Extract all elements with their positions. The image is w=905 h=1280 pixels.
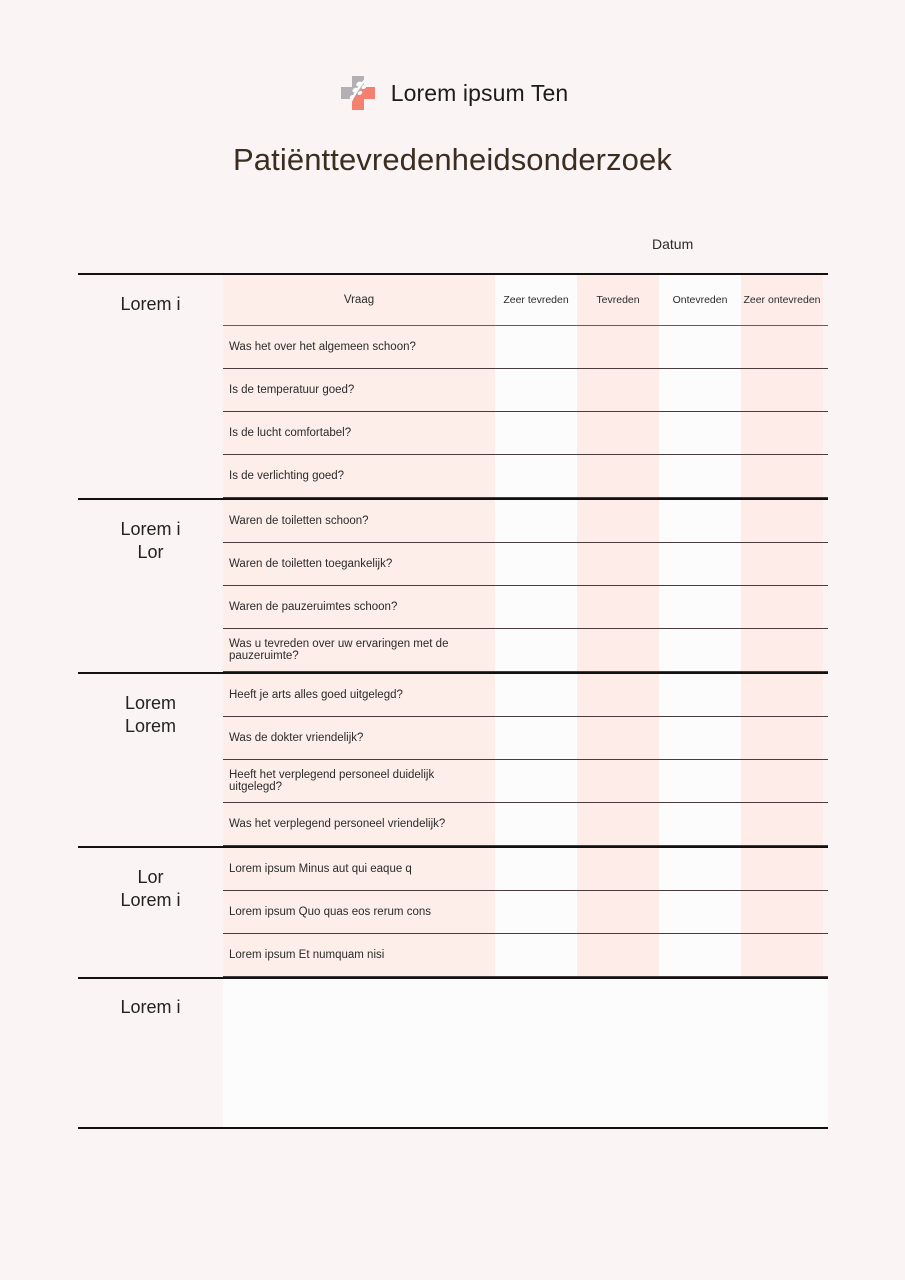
question-text: Lorem ipsum Minus aut qui eaque q [223, 848, 495, 890]
answer-checkbox-cell[interactable] [495, 455, 577, 497]
answer-checkbox-cell[interactable] [495, 500, 577, 542]
answer-checkbox-cell[interactable] [495, 412, 577, 454]
page-title: Patiënttevredenheidsonderzoek [233, 142, 672, 177]
answer-checkbox-cell[interactable] [741, 803, 823, 845]
column-header-question: Vraag [223, 275, 495, 325]
table-row [223, 412, 828, 455]
answer-checkbox-cell[interactable] [495, 803, 577, 845]
answer-checkbox-cell[interactable] [659, 586, 741, 628]
answer-checkbox-cell[interactable] [577, 891, 659, 933]
table-row [223, 717, 828, 760]
answer-checkbox-cell[interactable] [659, 674, 741, 716]
table-row [223, 586, 828, 629]
question-text: Was het over het algemeen schoon? [223, 326, 495, 368]
survey-section [78, 848, 828, 977]
answer-checkbox-cell[interactable] [741, 586, 823, 628]
question-text: Is de verlichting goed? [223, 455, 495, 497]
question-text: Lorem ipsum Et numquam nisi [223, 934, 495, 976]
section-label [78, 275, 223, 316]
section-label-line: Lorem [124, 693, 177, 713]
table-row [223, 369, 828, 412]
section-rows [223, 275, 828, 498]
table-row [223, 803, 828, 846]
section-divider [78, 1127, 828, 1129]
table-row [223, 543, 828, 586]
answer-checkbox-cell[interactable] [495, 326, 577, 368]
survey-section [78, 500, 828, 672]
answer-checkbox-cell[interactable] [577, 803, 659, 845]
question-text: Waren de toiletten toegankelijk? [223, 543, 495, 585]
section-label-line: Lorem i [120, 294, 181, 314]
answer-checkbox-cell[interactable] [495, 760, 577, 802]
table-row [223, 848, 828, 891]
section-rows [223, 848, 828, 977]
date-label: Datum [652, 236, 694, 252]
date-row [0, 236, 905, 258]
answer-checkbox-cell[interactable] [495, 891, 577, 933]
section-label [78, 674, 223, 738]
column-header-answer: Zeer tevreden [495, 275, 577, 325]
table-row [223, 674, 828, 717]
answer-checkbox-cell[interactable] [659, 543, 741, 585]
answer-checkbox-cell[interactable] [577, 543, 659, 585]
answer-checkbox-cell[interactable] [495, 369, 577, 411]
answer-checkbox-cell[interactable] [659, 455, 741, 497]
answer-checkbox-cell[interactable] [741, 412, 823, 454]
section-rows [223, 500, 828, 672]
table-row [223, 629, 828, 672]
question-text: Lorem ipsum Quo quas eos rerum cons [223, 891, 495, 933]
section-label-line: Lorem i [120, 519, 181, 539]
answer-checkbox-cell[interactable] [577, 717, 659, 759]
table-row [223, 760, 828, 803]
answer-checkbox-cell[interactable] [741, 543, 823, 585]
column-header-answer: Ontevreden [659, 275, 741, 325]
answer-checkbox-cell[interactable] [741, 674, 823, 716]
answer-checkbox-cell[interactable] [495, 543, 577, 585]
question-text: Was u tevreden over uw ervaringen met de pauzeruimte? [223, 629, 495, 671]
comments-label: Lorem i [120, 997, 181, 1017]
answer-checkbox-cell[interactable] [659, 934, 741, 976]
answer-checkbox-cell[interactable] [495, 629, 577, 671]
answer-checkbox-cell[interactable] [577, 674, 659, 716]
answer-checkbox-cell[interactable] [495, 717, 577, 759]
answer-checkbox-cell[interactable] [659, 369, 741, 411]
answer-checkbox-cell[interactable] [659, 717, 741, 759]
comments-input[interactable] [223, 979, 828, 1127]
question-text: Is de temperatuur goed? [223, 369, 495, 411]
answer-checkbox-cell[interactable] [659, 629, 741, 671]
answer-checkbox-cell[interactable] [495, 934, 577, 976]
answer-checkbox-cell[interactable] [577, 586, 659, 628]
answer-checkbox-cell[interactable] [577, 500, 659, 542]
question-text: Was de dokter vriendelijk? [223, 717, 495, 759]
column-header-answer: Tevreden [577, 275, 659, 325]
question-text: Heeft het verplegend personeel duidelijk uitgelegd? [223, 760, 495, 802]
medical-cross-leaf-logo-icon [337, 72, 379, 114]
brand-name: Lorem ipsum Ten [390, 79, 569, 106]
answer-checkbox-cell[interactable] [741, 369, 823, 411]
answer-checkbox-cell[interactable] [577, 848, 659, 890]
answer-checkbox-cell[interactable] [577, 629, 659, 671]
answer-checkbox-cell[interactable] [741, 934, 823, 976]
answer-checkbox-cell[interactable] [495, 674, 577, 716]
table-row [223, 326, 828, 369]
answer-checkbox-cell[interactable] [659, 500, 741, 542]
answer-checkbox-cell[interactable] [577, 369, 659, 411]
table-row [223, 934, 828, 977]
survey-section [78, 275, 828, 498]
column-header-answer: Zeer ontevreden [741, 275, 823, 325]
question-text: Waren de pauzeruimtes schoon? [223, 586, 495, 628]
section-label-line: Lorem [124, 716, 177, 737]
section-label-line: Lor [137, 542, 164, 563]
answer-checkbox-cell[interactable] [659, 803, 741, 845]
answer-checkbox-cell[interactable] [577, 326, 659, 368]
answer-checkbox-cell[interactable] [741, 848, 823, 890]
answer-checkbox-cell[interactable] [741, 455, 823, 497]
answer-checkbox-cell[interactable] [659, 326, 741, 368]
answer-checkbox-cell[interactable] [741, 629, 823, 671]
comments-section [78, 979, 828, 1127]
question-text: Is de lucht comfortabel? [223, 412, 495, 454]
answer-checkbox-cell[interactable] [741, 500, 823, 542]
answer-checkbox-cell[interactable] [659, 412, 741, 454]
section-label [78, 500, 223, 564]
brand-header [0, 0, 905, 114]
section-label-line: Lorem i [120, 890, 181, 911]
answer-checkbox-cell[interactable] [741, 717, 823, 759]
table-header-row [223, 275, 828, 326]
answer-checkbox-cell[interactable] [495, 848, 577, 890]
answer-checkbox-cell[interactable] [659, 891, 741, 933]
survey-table [78, 273, 828, 1129]
table-row [223, 500, 828, 543]
answer-checkbox-cell[interactable] [741, 891, 823, 933]
answer-checkbox-cell[interactable] [741, 326, 823, 368]
section-label-line: Lor [137, 867, 164, 887]
answer-checkbox-cell[interactable] [577, 455, 659, 497]
survey-section [78, 674, 828, 846]
section-label [78, 848, 223, 912]
table-row [223, 455, 828, 498]
question-text: Waren de toiletten schoon? [223, 500, 495, 542]
answer-checkbox-cell[interactable] [495, 586, 577, 628]
answer-checkbox-cell[interactable] [659, 848, 741, 890]
answer-checkbox-cell[interactable] [577, 934, 659, 976]
answer-checkbox-cell[interactable] [577, 412, 659, 454]
question-text: Heeft je arts alles goed uitgelegd? [223, 674, 495, 716]
section-rows [223, 674, 828, 846]
question-text: Was het verplegend personeel vriendelijk? [223, 803, 495, 845]
answer-checkbox-cell[interactable] [659, 760, 741, 802]
table-row [223, 891, 828, 934]
answer-checkbox-cell[interactable] [577, 760, 659, 802]
answer-checkbox-cell[interactable] [741, 760, 823, 802]
